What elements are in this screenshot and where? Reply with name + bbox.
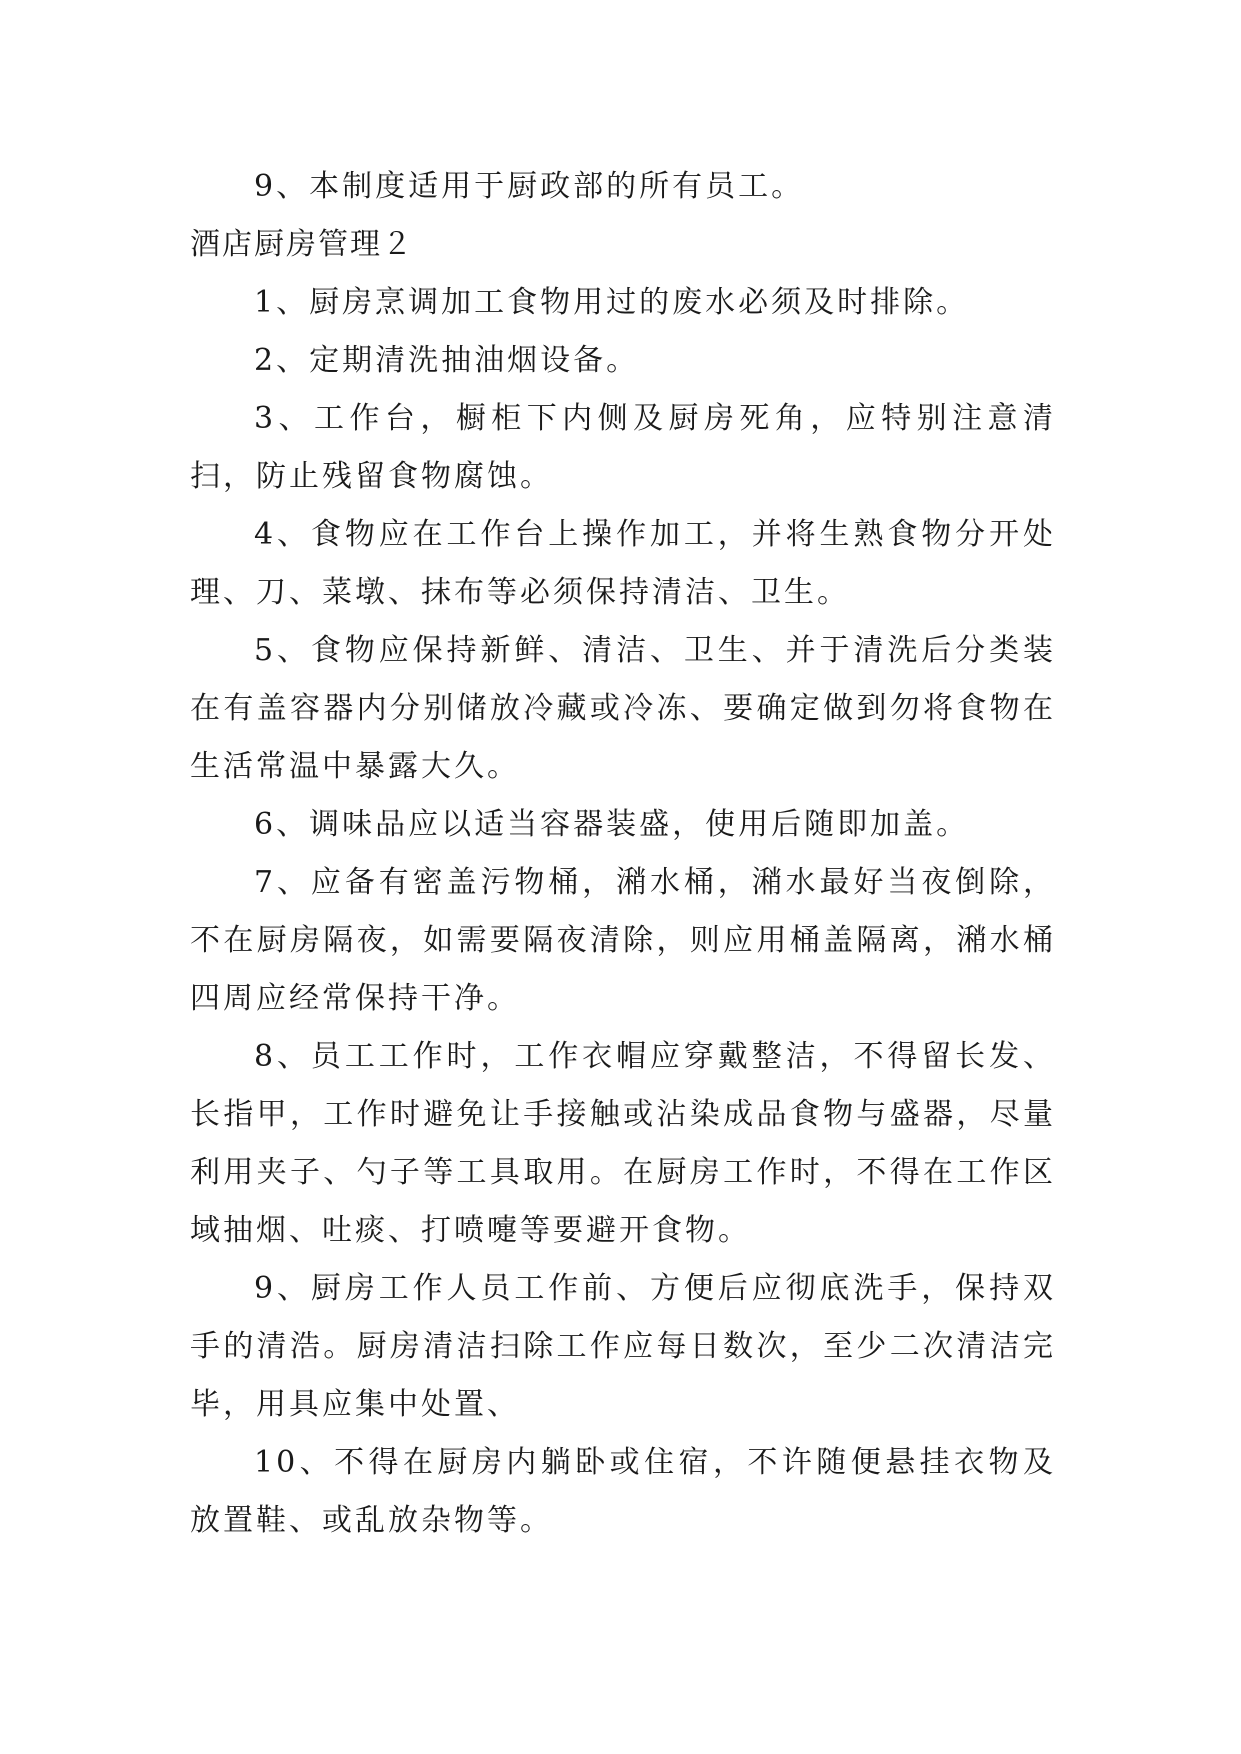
document-body: [190, 158, 1056, 1550]
list-item: 3、工作台，橱柜下内侧及厨房死角，应特别注意清扫，防止残留食物腐蚀。: [190, 401, 1056, 494]
list-item: 10、不得在厨房内躺卧或住宿，不许随便悬挂衣物及放置鞋、或乱放杂物等。: [190, 1445, 1056, 1538]
list-item: 1、厨房烹调加工食物用过的废水必须及时排除。: [254, 285, 970, 320]
list-item: 5、食物应保持新鲜、清洁、卫生、并于清洗后分类装在有盖容器内分别储放冷藏或冷冻、要确定做到勿将食物在生活常温中暴露大久。: [190, 633, 1056, 784]
list-item: 8、员工工作时，工作衣帽应穿戴整洁，不得留长发、长指甲，工作时避免让手接触或沾染成品食物与盛器，尽量利用夹子、勺子等工具取用。在厨房工作时，不得在工作区域抽烟、吐痰、打喷嚏等要避开食物。: [190, 1039, 1056, 1248]
list-item: 7、应备有密盖污物桶，潲水桶，潲水最好当夜倒除，不在厨房隔夜，如需要隔夜清除，则应用桶盖隔离，潲水桶四周应经常保持干净。: [190, 865, 1056, 1016]
list-item: 2、定期清洗抽油烟设备。: [254, 343, 640, 378]
section-title: 酒店厨房管理２: [190, 227, 414, 262]
list-item: 9、厨房工作人员工作前、方便后应彻底洗手，保持双手的清浩。厨房清洁扫除工作应每日数次，至少二次清洁完毕，用具应集中处置、: [190, 1271, 1056, 1422]
intro-item: 9、本制度适用于厨政部的所有员工。: [254, 169, 805, 204]
list-item: 6、调味品应以适当容器装盛，使用后随即加盖。: [254, 807, 970, 842]
list-item: 4、食物应在工作台上操作加工，并将生熟食物分开处理、刀、菜墩、抹布等必须保持清洁、卫生。: [190, 517, 1056, 610]
